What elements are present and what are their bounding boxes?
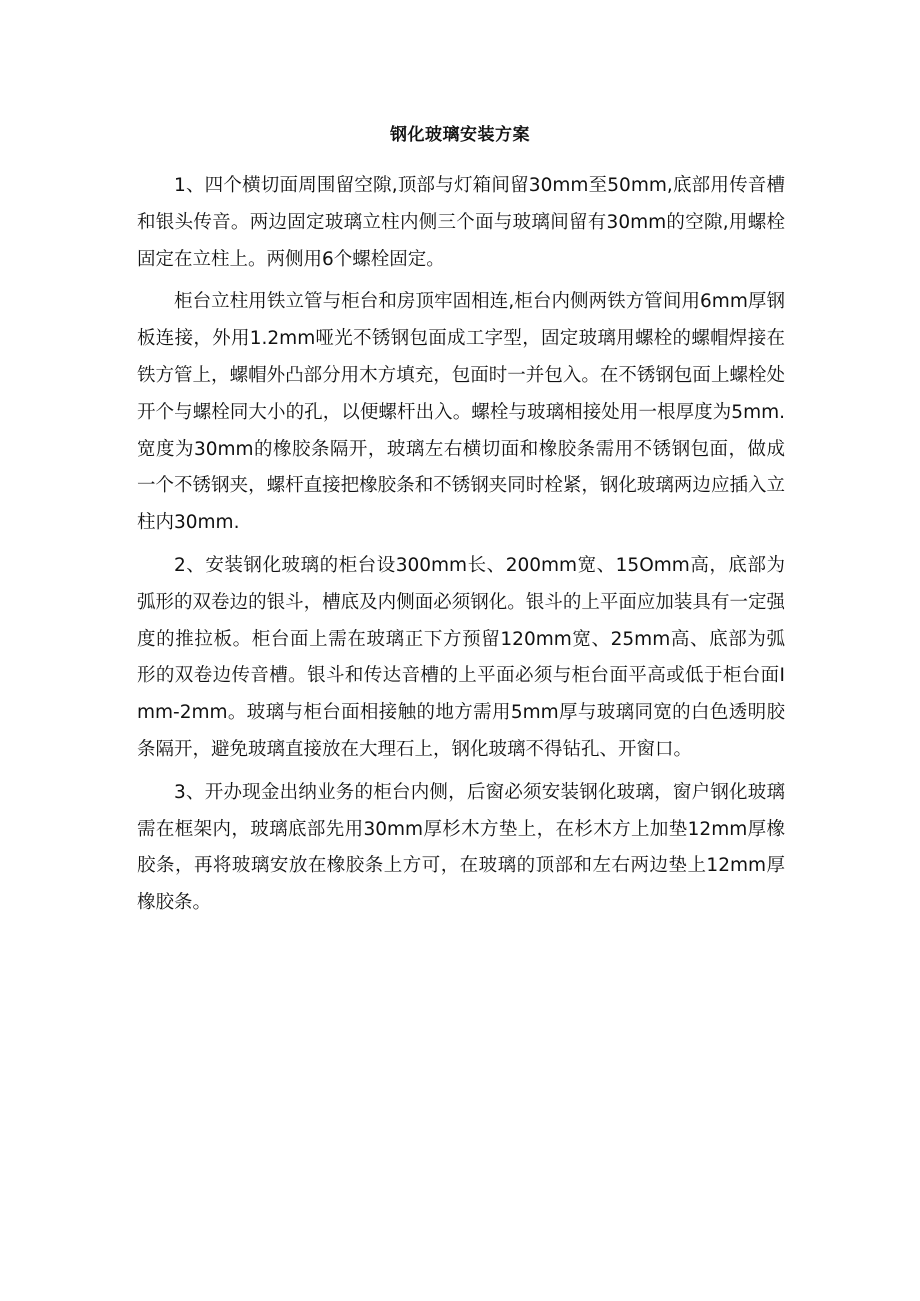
paragraph-3: 2、安装钢化玻璃的柜台设300mm长、200mm宽、15Omm高，底部为弧形的双卷边的银斗，槽底及内侧面必须钢化。银斗的上平面应加装具有一定强度的推拉板。柜台面上需在玻璃正下方预留120mm宽、25mm高、底部为弧形的双卷边传音槽。银斗和传达音槽的上平面必须与柜台面平高或低于柜台面Imm-2mm。玻璃与柜台面相接触的地方需用5mm厚与玻璃同宽的白色透明胶条隔开，避免玻璃直接放在大理石上，钢化玻璃不得钻孔、开窗口。 bbox=[137, 554, 785, 760]
paragraph-4: 3、开办现金出纳业务的柜台内侧，后窗必须安装钢化玻璃，窗户钢化玻璃需在框架内，玻璃底部先用30mm厚杉木方垫上，在杉木方上加垫12mm厚橡胶条，再将玻璃安放在橡胶条上方可，在玻璃的顶部和左右两边垫上12mm厚橡胶条。 bbox=[137, 781, 785, 914]
document-title: 钢化玻璃安装方案 bbox=[390, 125, 530, 145]
paragraph-2: 柜台立柱用铁立管与柜台和房顶牢固相连,柜台内侧两铁方管间用6mm厚钢板连接，外用1.2mm哑光不锈钢包面成工字型，固定玻璃用螺栓的螺帽焊接在铁方管上，螺帽外凸部分用木方填充，包面时一并包入。在不锈钢包面上螺栓处开个与螺栓同大小的孔，以便螺杆出入。螺栓与玻璃相接处用一根厚度为5mm.宽度为30mm的橡胶条隔开，玻璃左右横切面和橡胶条需用不锈钢包面，做成一个不锈钢夹，螺杆直接把橡胶条和不锈钢夹同时栓紧，钢化玻璃两边应插入立柱内30mm. bbox=[137, 291, 785, 534]
paragraph-1: 1、四个横切面周围留空隙,顶部与灯箱间留30mm至50mm,底部用传音槽和银头传音。两边固定玻璃立柱内侧三个面与玻璃间留有30mm的空隙,用螺栓固定在立柱上。两侧用6个螺栓固定。 bbox=[137, 175, 785, 270]
document-body bbox=[137, 168, 785, 924]
